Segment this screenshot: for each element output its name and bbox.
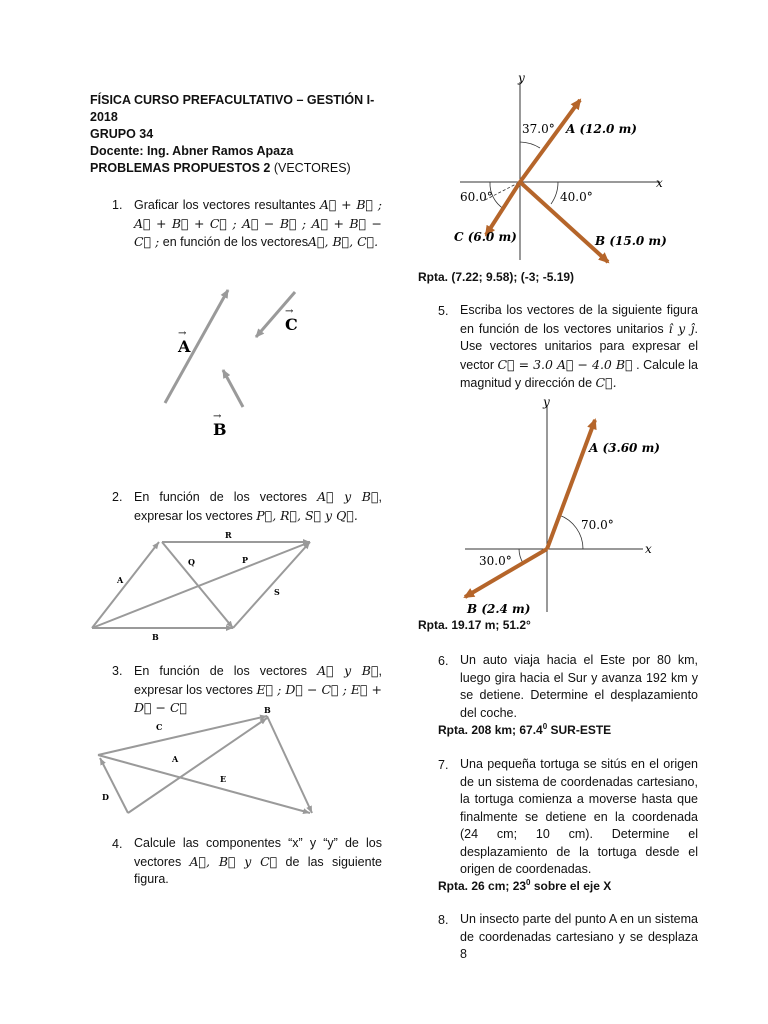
problem-3-text: En función de los vectores A⃗ y B⃗, expresar los vectores E⃗ ; D⃗ − C⃗ ; E⃗ + D⃗ − C⃗ (134, 663, 382, 715)
vector-b-label: B (15.0 m) (595, 234, 667, 248)
problem-5-number: 5. (438, 304, 449, 318)
label-q: Q (188, 557, 195, 567)
problem-7-answer: Rpta. 26 cm; $23^0$ sobre el eje X (438, 878, 612, 893)
y-label: y (543, 395, 550, 409)
label-a: A (178, 337, 191, 356)
problem-8-text: Un insecto parte del punto A en un sistema de coordenadas cartesiano y se desplaza 8 (460, 912, 698, 961)
angle-c-label: 60.0° (460, 190, 493, 204)
page-header (90, 92, 382, 177)
label-a-arrow-mark: → (178, 328, 187, 339)
angle-70-label: 70.0° (581, 518, 614, 532)
label-b: B (213, 420, 227, 439)
label-c-arrow-mark: → (285, 306, 294, 317)
vector-a-arrow (520, 100, 580, 182)
problem-6-text: Un auto viaja hacia el Este por 80 km, luego gira hacia el Sur y avanza 192 km y se detiene. Determine el desplazamiento del coche. (460, 653, 698, 720)
y-label: y (518, 71, 525, 85)
vector-a-label: A (3.60 m) (589, 441, 660, 455)
problem-1-figure (150, 280, 320, 445)
teacher-label: Docente: Ing. Abner Ramos Apaza (90, 144, 294, 158)
label-r: R (225, 530, 232, 540)
problem-4-figure (440, 70, 670, 270)
vector-b-arrow (223, 370, 243, 407)
x-label: x (656, 176, 663, 190)
problem-2-figure (86, 525, 326, 645)
problem-4-answer: Rpta. (7.22; 9.58); (-3; -5.19) (418, 270, 575, 284)
vector-a-arrow (165, 290, 228, 403)
label-b: B (152, 632, 159, 642)
section-title: PROBLEMAS PROPUESTOS 2 (VECTORES) (90, 161, 351, 175)
problem-5-figure (455, 392, 670, 617)
label-s: S (274, 587, 280, 597)
label-b: B (264, 705, 271, 715)
angle-b-label: 40.0° (560, 190, 593, 204)
label-b-arrow-mark: → (213, 411, 222, 422)
x-label: x (645, 542, 652, 556)
label-e: E (220, 774, 227, 784)
vector-a-label: A (12.0 m) (566, 122, 637, 136)
problem-3-figure (92, 700, 322, 820)
angle-30-label: 30.0° (479, 554, 512, 568)
label-c: C (156, 722, 163, 732)
problem-5-answer: Rpta. 19.17 m; 51.2° (418, 618, 531, 632)
problem-2-text: En función de los vectores A⃗ y B⃗, expresar los vectores P⃗, R⃗, S⃗ y Q⃗. (134, 489, 382, 523)
problem-1-number: 1. (112, 198, 123, 212)
label-a: A (172, 754, 179, 764)
problem-5-text: Escriba los vectores de la siguiente figura en función de los vectores unitarios î y ĵ. Use vectores unitarios para expresar el vector C⃗ = 3.0 A⃗ − 4.0 B⃗ . Calcule la magnitud y dirección de C⃗. (460, 303, 699, 390)
course-title: FÍSICA CURSO PREFACULTATIVO – GESTIÓN I-2018 (90, 93, 375, 124)
problem-6-answer: Rpta. 208 km; 67.4$^0$ SUR-ESTE (438, 722, 612, 737)
label-a: A (117, 575, 124, 585)
angle-a-label: 37.0° (522, 122, 555, 136)
label-d: D (102, 792, 109, 802)
group-label: GRUPO 34 (90, 127, 154, 141)
problem-4-text: Calcule las componentes “x” y “y” de los vectores A⃗, B⃗ y C⃗ de las siguiente figura. (134, 836, 382, 886)
label-p: P (242, 555, 249, 565)
problem-3-number: 3. (112, 664, 123, 678)
label-c: C (285, 315, 298, 334)
problem-4-number: 4. (112, 837, 123, 851)
problem-8-number: 8. (438, 913, 449, 927)
vector-b-label: B (2.4 m) (467, 602, 531, 616)
vector-c-label: C (6.0 m) (454, 230, 517, 244)
problem-1-text: Graficar los vectores resultantes A⃗ + B⃗ ; A⃗ + B⃗ + C⃗ ; A⃗ − B⃗ ; A⃗ + B⃗ − C⃗ ; en función de los vectoresA⃗, B⃗, C⃗. (134, 197, 382, 249)
problem-7-text: Una pequeña tortuga se sitús en el origen de un sistema de coordenadas cartesiano, la tortuga comienza a moverse hasta que finalmente se detiene en la coordenada (24 cm; 10 cm). Determine el desplazamiento de la tortuga desde el origen de coordenadas. (460, 757, 698, 876)
problem-7-number: 7. (438, 758, 449, 772)
problem-6-number: 6. (438, 654, 449, 668)
problem-2-number: 2. (112, 490, 123, 504)
